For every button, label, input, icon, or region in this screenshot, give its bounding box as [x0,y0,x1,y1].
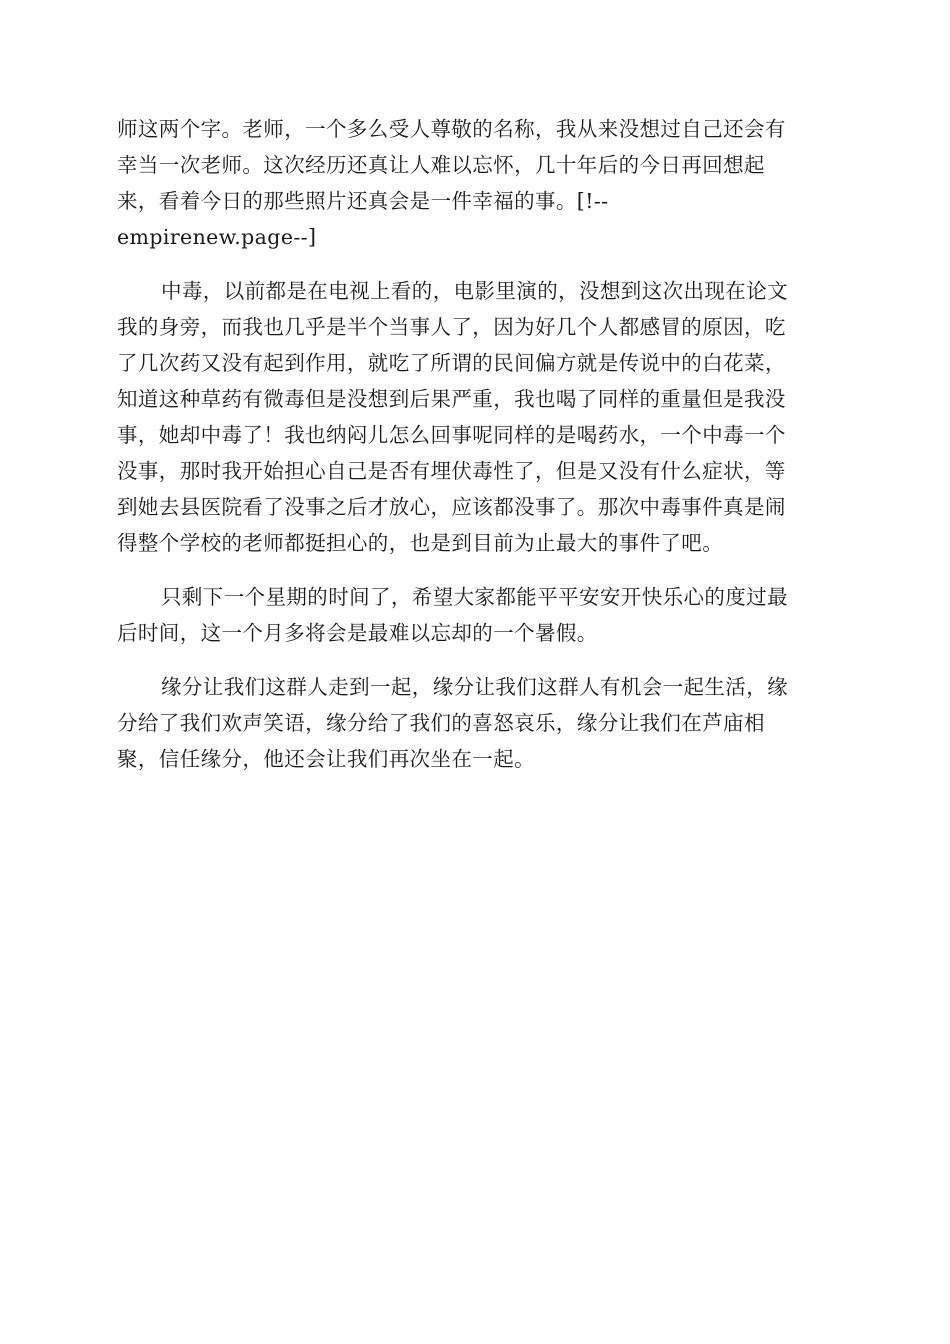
paragraph-2 [117,273,833,561]
text-line: 我的身旁，而我也几乎是半个当事人了，因为好几个人都感冒的原因，吃 [117,315,786,339]
text-line: 没事，那时我开始担心自己是否有埋伏毒性了，但是又没有什么症状，等 [117,459,786,483]
paragraph-3 [117,579,833,651]
text-line: 只剩下一个星期的时间了，希望大家都能平平安安开快乐心的度过最 [161,585,788,609]
text-line: 聚，信任缘分，他还会让我们再次坐在一起。 [117,747,535,771]
text-line: 来，看着今日的那些照片还真会是一件幸福的事。[!-- [117,189,609,213]
text-line: 后时间，这一个月多将会是最难以忘却的一个暑假。 [117,621,598,645]
text-line: 分给了我们欢声笑语，缘分给了我们的喜怒哀乐，缘分让我们在芦庙相 [117,711,765,735]
text-line: 幸当一次老师。这次经历还真让人难以忘怀，几十年后的今日再回想起 [117,153,765,177]
text-line: 到她去县医院看了没事之后才放心，应该都没事了。那次中毒事件真是闹 [117,495,786,519]
text-line: 知道这种草药有微毒但是没想到后果严重，我也喝了同样的重量但是我没 [117,387,786,411]
document-body [117,111,833,795]
text-line: 缘分让我们这群人走到一起，缘分让我们这群人有机会一起生活，缘 [161,675,788,699]
text-line: 得整个学校的老师都挺担心的，也是到目前为止最大的事件了吧。 [117,531,724,555]
text-line: 师这两个字。老师，一个多么受人尊敬的名称，我从来没想过自己还会有 [117,117,786,141]
paragraph-1 [117,111,833,255]
text-line: 了几次药又没有起到作用，就吃了所谓的民间偏方就是传说中的白花菜， [117,351,786,375]
text-line: empirenew.page--] [117,225,317,249]
text-line: 事，她却中毒了！我也纳闷儿怎么回事呢同样的是喝药水，一个中毒一个 [117,423,786,447]
text-line: 中毒，以前都是在电视上看的，电影里演的，没想到这次出现在论文 [161,279,788,303]
paragraph-4 [117,669,833,777]
